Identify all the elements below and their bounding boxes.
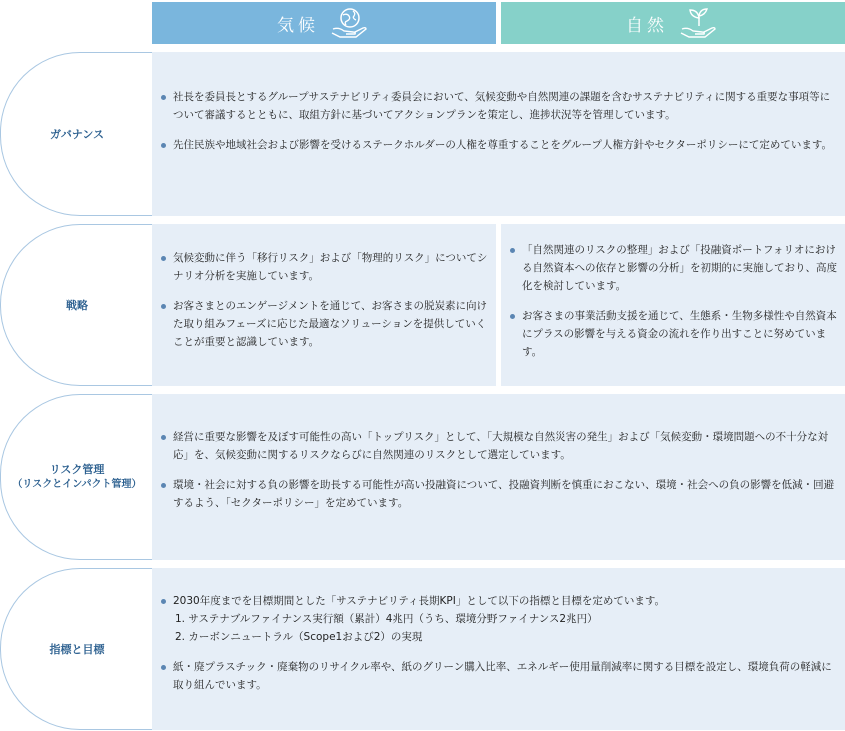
- list-item: お客さまの事業活動支援を通じて、生態系・生物多様性や自然資本にプラスの影響を与える資金の流れを作り出すことに努めています。: [510, 307, 838, 361]
- list-item: 社長を委員長とするグループサステナビリティ委員会において、気候変動や自然関連の課題を含むサステナビリティに関する重要な事項等について審議するとともに、取組方針に基づいてアクションプランを策定し、進捗状況等を管理しています。: [161, 88, 837, 124]
- list-item: 紙・廃プラスチック・廃棄物のリサイクル率や、紙のグリーン購入比率、エネルギー使用量削減率に関する目標を設定し、環境負荷の軽減に取り組んでいます。: [161, 658, 837, 694]
- climate-header-label: 気候: [277, 15, 319, 36]
- risk-bullet-list: [161, 428, 837, 524]
- strategy-nature-cell: [501, 224, 845, 386]
- list-item: 環境・社会に対する負の影響を助長する可能性が高い投融資について、投融資判断を慎重におこない、環境・社会への負の影響を低減・回避するよう、「セクターポリシー」を定めています。: [161, 476, 837, 512]
- risk-label-main: リスク管理: [49, 463, 105, 476]
- row-label-governance: [0, 52, 153, 216]
- list-item: [161, 592, 837, 646]
- nature-column-header: [501, 2, 845, 44]
- risk-panel: [152, 394, 845, 560]
- strategy-label: 戦略: [66, 298, 88, 312]
- governance-panel: [152, 52, 845, 216]
- globe-in-hand-icon: [329, 7, 371, 39]
- strategy-climate-list: [161, 249, 489, 363]
- list-item: 先住民族や地域社会および影響を受けるステークホルダーの人権を尊重することをグループ人権方針やセクターポリシーにて定めています。: [161, 136, 837, 154]
- metrics-panel: [152, 568, 845, 730]
- climate-column-header: [152, 2, 496, 44]
- list-item: 経営に重要な影響を及ぼす可能性の高い「トップリスク」として、「大規模な自然災害の発生」および「気候変動・環境問題への不十分な対応」を、気候変動に関するリスクならびに自然関連のリスクとして選定しています。: [161, 428, 837, 464]
- list-item: 気候変動に伴う「移行リスク」および「物理的リスク」についてシナリオ分析を実施しています。: [161, 249, 489, 285]
- governance-bullet-list: [161, 88, 837, 166]
- metrics-sub-item-1: 1. サステナブルファイナンス実行額（累計）4兆円（うち、環境分野ファイナンス2兆円）: [175, 613, 598, 625]
- row-label-risk: [0, 394, 153, 560]
- list-item: お客さまとのエンゲージメントを通じて、お客さまの脱炭素に向けた取り組みフェーズに応じた最適なソリューションを提供していくことが重要と認識しています。: [161, 297, 489, 351]
- metrics-bullet-text: 2030年度までを目標期間とした「サステナビリティ長期KPI」として以下の指標と目標を定めています。: [173, 595, 666, 607]
- nature-header-label: 自然: [626, 15, 668, 36]
- governance-label: ガバナンス: [49, 127, 105, 141]
- risk-label-sub: （リスクとインパクト管理）: [12, 479, 142, 490]
- row-label-strategy: [0, 224, 153, 386]
- metrics-bullet-list: [161, 592, 837, 706]
- list-item: 「自然関連のリスクの整理」および「投融資ポートフォリオにおける自然資本への依存と影響の分析」を初期的に実施しており、高度化を検討しています。: [510, 241, 838, 295]
- row-label-metrics: [0, 568, 153, 730]
- strategy-nature-list: [510, 241, 838, 373]
- sprout-in-hand-icon: [678, 7, 720, 39]
- metrics-sub-item-2: 2. カーボンニュートラル（Scope1および2）の実現: [175, 631, 423, 643]
- metrics-label: 指標と目標: [49, 642, 105, 656]
- strategy-panel: [152, 224, 845, 386]
- strategy-climate-cell: [152, 224, 496, 386]
